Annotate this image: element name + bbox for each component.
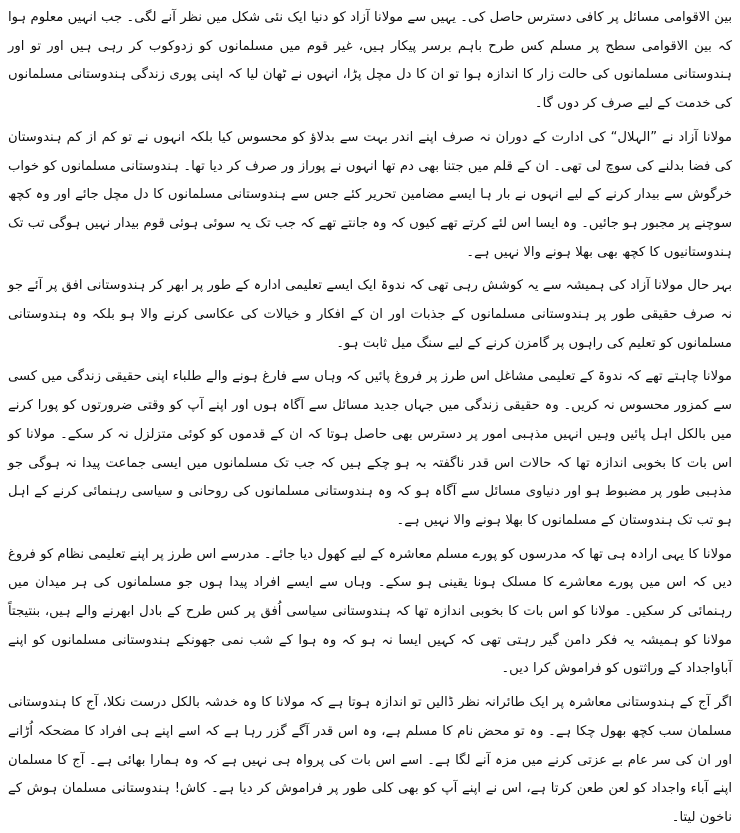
paragraph-2: مولانا آزاد نے ”الہلال“ کی ادارت کے دوران نہ صرف اپنے اندر بہت سے بدلاؤ کو محسوس کیا بلکہ انہوں نے تو کم از کم ہندوستان کی فضا بدلنے کی سوچ لی تھی۔ ان کے قلم میں جتنا بھی دم تھا انہوں نے پوراز ور صرف کر دیا تھا۔ ہندوستانی مسلمانوں کو خواب خرگوش سے بیدار کرنے کے لیے انہوں نے بار ہا ایسے مضامین تحریر کئے جس سے ہندوستانی مسلمانوں کا دل مچل جائے اور وہ کچھ سوچنے پر مجبور ہو جائیں۔ وہ ایسا اس لئے کرتے تھے کیوں کہ وہ جانتے تھے کہ جب تک یہ سوئی ہوئی قوم بیدار نہیں ہوگی تب تک ہندوستانیوں کا کچھ بھی بھلا ہونے والا نہیں ہے۔ [8,129,732,260]
paragraph-4: مولانا چاہتے تھے کہ ندوۃ کے تعلیمی مشاغل اس طرز پر فروغ پائیں کہ وہاں سے فارغ ہونے والے طلباء اپنی حقیقی زندگی میں کسی سے کمزور محسوس نہ کریں۔ وہ حقیقی زندگی میں جہاں جدید مسائل سے آگاہ ہوں اور اپنے آپ کو وقتی ضرورتوں کو پورا کرنے میں بالکل اہل پائیں وہیں انہیں مذہبی امور پر دسترس بھی حاصل ہوتا کہ ان کے قدموں کو کوئی متزلزل نہ کر سکے۔ مولانا کو اس بات کا بخوبی اندازہ تھا کہ حالات اس قدر ناگفتہ بہ ہو چکے ہیں کہ جب تک مسلمانوں میں ایسی جماعت پیدا نہ ہوگی جو مذہبی طور پر مضبوط ہو اور دنیاوی مسائل سے آگاہ ہو کہ وہ ہندوستانی مسلمانوں کی روحانی و سیاسی رہنمائی کرنے کے اہل ہو تب تک ہندوستان کے مسلمانوں کا بھلا ہونے والا نہیں ہے۔ [8,369,732,528]
paragraph-6: اگر آج کے ہندوستانی معاشرہ پر ایک طائرانہ نظر ڈالیں تو اندازہ ہوتا ہے کہ مولانا کا وہ خدشہ بالکل درست نکلا، آج کا ہندوستانی مسلمان سب کچھ بھول چکا ہے۔ وہ تو محض نام کا مسلم ہے، وہ اس قدر آگے گزر رہا ہے کہ اسے اپنے ہی افراد کا مضحکہ اُڑانے اور ان کی سر عام بے عزتی کرنے میں مزہ آنے لگا ہے۔ اسے اس بات کی پرواہ ہی نہیں ہے کہ وہ ہمارا بھائی ہے۔ آج کا مسلمان اپنے آباء واجداد کو لعن طعن کرتا ہے، اس نے اپنے آپ کو بھی کلی طور پر فراموش کر دیا ہے۔ کاش! ہندوستانی مسلمان ہوش کے ناخون لیتا۔ [8,695,732,825]
paragraph-3: بہر حال مولانا آزاد کی ہمیشہ سے یہ کوشش رہی تھی کہ ندوۃ ایک ایسے تعلیمی ادارہ کے طور پر ابھر کر ہندوستانی افق پر آئے جو نہ صرف حقیقی طور پر ہندوستانی مسلمانوں کے جذبات اور ان کے افکار و خیالات کی عکاسی کرنے والا ہو بلکہ وہ ہندوستانی مسلمانوں کو تعلیم کی راہوں پر گامزن کرنے کے لیے سنگ میل ثابت ہو۔ [8,278,732,351]
paragraph-1: بین الاقوامی مسائل پر کافی دسترس حاصل کی۔ یہیں سے مولانا آزاد کو دنیا ایک نئی شکل میں نظر آنے لگی۔ جب انہیں معلوم ہوا کہ بین الاقوامی سطح پر مسلم کس طرح باہم برسر پیکار ہیں، غیر قوم میں مسلمانوں کو زدوکوب کر رہی ہیں اور تو اور ہندوستانی مسلمانوں کی حالت زار کا اندازہ ہوا تو ان کا دل مچل پڑا، انہوں نے ٹھان لیا کہ اپنی پوری زندگی ہندوستانی مسلمانوں کی خدمت کے لیے صرف کر دوں گا۔ [8,10,732,112]
paragraph-5: مولانا کا یہی ارادہ ہی تھا کہ مدرسوں کو پورے مسلم معاشرہ کے لیے کھول دیا جائے۔ مدرسے اس طرز پر اپنے تعلیمی نظام کو فروغ دیں کہ اس میں پورے معاشرے کا مسلک ہونا یقینی ہو سکے۔ وہاں سے ایسے افراد پیدا ہوں جو مسلمانوں کی ہر میدان میں رہنمائی کر سکیں۔ مولانا کو اس بات کا بخوبی اندازہ تھا کہ ہندوستانی سیاسی اُفق پر کس طرح کے بادل ابھرنے والے ہیں، بنتیجتاً مولانا کو ہمیشہ یہ فکر دامن گیر رہتی تھی کہ کہیں ایسا نہ ہو کہ وہ ہوا کے شب نمی جھونکے ہندوستانی مسلمانوں کو اپنے آباواجداد کے وراثتوں کو فراموش کرا دیں۔ [8,546,732,677]
